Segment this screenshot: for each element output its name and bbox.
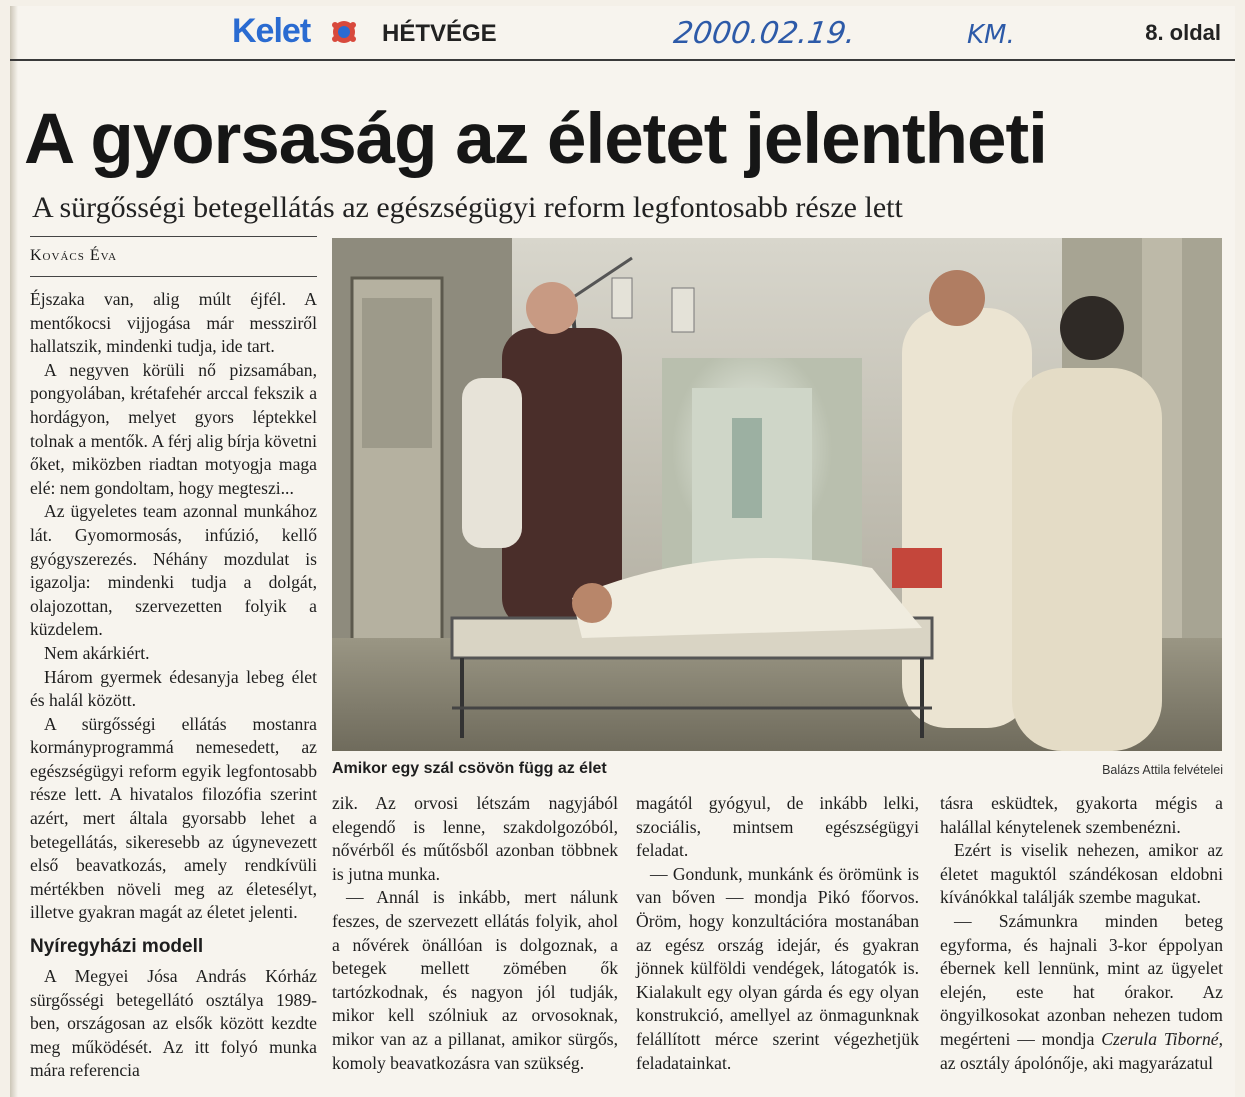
- article-column-1: [30, 288, 317, 1083]
- article-subheadline: A sürgősségi betegellátás az egészségügyi reform legfontosabb része lett: [32, 191, 903, 224]
- coat-of-arms-icon: [329, 19, 359, 45]
- paragraph: Nem akárkiért.: [44, 642, 150, 663]
- byline-divider-top: [30, 236, 317, 237]
- paragraph: tásra esküdtek, gyakorta mégis a halállal kénytelenek szembenézni.: [940, 793, 1223, 837]
- paragraph: Ezért is viselik nehezen, amikor az életet maguktól szándékosan eldobni kívánókkal találják szembe magukat.: [940, 840, 1223, 908]
- kelet-logo: Kelet: [232, 12, 311, 50]
- section-heading: Nyíregyházi modell: [30, 936, 204, 958]
- paragraph: — Gondunk, munkánk és örömünk is van bőven — mondja Pikó főorvos. Öröm, hogy konzultációra mostanában az egész ország idejár, és gyakran jönnek külföldi vendégek, látogatók is. Kialakult egy olyan gárda és egy olyan konstrukció, amellyel az önmagunknak felállított mérce szerint végezhetjük feladatainkat.: [636, 863, 919, 1073]
- paragraph: [940, 910, 1223, 1075]
- masthead: [10, 6, 1235, 61]
- fold-shadow: [10, 6, 18, 1097]
- paragraph-text: — Számunkra minden beteg egyforma, és hajnali 3-kor éppolyan ébernek kell lennünk, mint az ügyelet elején, este hat órakor. Az öngyilkosokat azonban nehezen tudom megérteni — mondja: [940, 910, 1223, 1049]
- paragraph-text: , az osztály ápolónője, aki magyarázatul: [940, 1028, 1223, 1073]
- article-headline: A gyorsaság az életet jelentheti: [24, 100, 1047, 179]
- paragraph: zik. Az orvosi létszám nagyjából elegendő is lenne, szakdolgozóból, nővérből és műtősből azonban többnek is jutna munka.: [332, 793, 618, 884]
- article-column-2: [332, 792, 618, 1075]
- photo-caption: Amikor egy szál csövön függ az élet: [332, 760, 607, 777]
- article-column-4: [940, 792, 1223, 1075]
- photo-credit: Balázs Attila felvételei: [1102, 763, 1223, 777]
- article-column-3: [636, 792, 919, 1075]
- byline-divider-bottom: [30, 276, 317, 277]
- paragraph: Az ügyeletes team azonnal munkához lát. Gyomormosás, infúzió, kellő gyógyszerezés. Néhány mozdulat is igazolja: mindenki tudja a dolgát, olajozottan, szervezetten folyik a küzdelem.: [30, 501, 317, 640]
- paragraph: — Annál is inkább, mert nálunk feszes, de szervezett ellátás folyik, ahol a nővérek önállóan is dolgoznak, a betegek mellett zömében ők tartózkodnak, és nagyon jól tudják, mikor kell szólniuk az orvosoknak, mikor van az a pillanat, amikor sürgős, komoly beavatkozásra van szükség.: [332, 887, 618, 1073]
- handwritten-initials: KM.: [967, 20, 1015, 50]
- paragraph: Éjszaka van, alig múlt éjfél. A mentőkocsi vijjogása már messziről hallatszik, mindenki tudja, ide tart.: [30, 289, 317, 357]
- paragraph: A sürgősségi ellátás mostanra kormányprogrammá nemesedett, az egészségügyi reform egyik legfontosabb része lett. A hivatalos filozófia szerint azért, mert általa gyorsabb lehet a betegellátás, sikeresebb az úgynevezett első beavatkozás, amely rendkívüli mértékben növeli meg az életesélyt, illetve gyakran magát az életet jelenti.: [30, 713, 317, 923]
- page-number: 8. oldal: [1145, 20, 1221, 45]
- newspaper-clipping: [10, 6, 1235, 1097]
- handwritten-date: 2000.02.19.: [671, 16, 858, 51]
- paragraph: magától gyógyul, de inkább lelki, szociális, mintsem egészségügyi feladat.: [636, 793, 919, 861]
- byline: Kovács Éva: [30, 247, 118, 264]
- section-label: HÉTVÉGE: [382, 20, 497, 47]
- paragraph: A Megyei Jósa András Kórház sürgősségi betegellátó osztálya 1989-ben, országosan az elsők között kezdte meg működését. Az itt folyó munka mára referencia: [30, 966, 317, 1081]
- paragraph: A negyven körüli nő pizsamában, pongyolában, krétafehér arccal fekszik a hordágyon, melyet gyors léptekkel tolnak a mentők. A férj alig bírja követni őket, miközben riadtan motyogja maga elé: nem gondoltam, hogy megteszi...: [30, 359, 317, 498]
- quoted-person-name: Czerula Tiborné: [1101, 1028, 1219, 1049]
- hospital-corridor-photo: [332, 238, 1222, 751]
- paragraph: Három gyermek édesanyja lebeg élet és halál között.: [30, 666, 317, 711]
- article-photo: [332, 238, 1222, 751]
